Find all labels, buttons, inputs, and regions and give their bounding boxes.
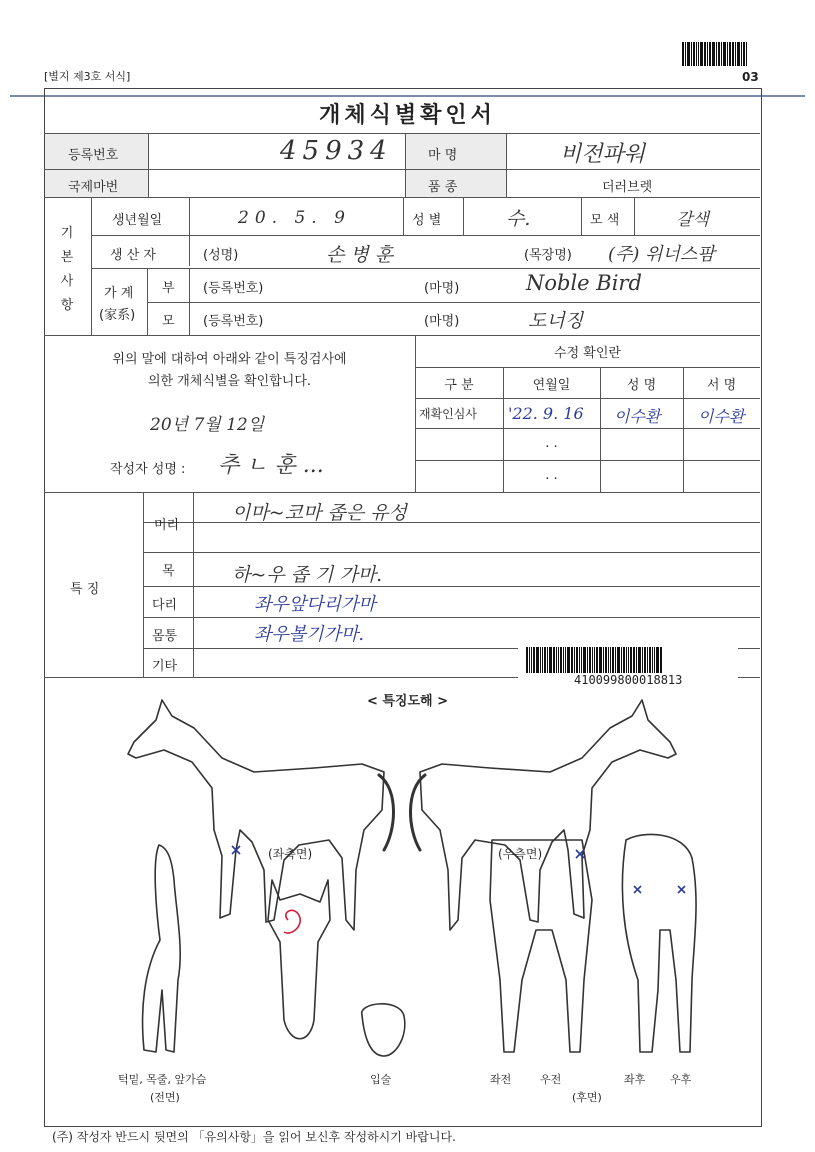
sticker-barcode xyxy=(526,647,663,673)
confirm-date: 20년 7월 12일 xyxy=(150,415,265,435)
left-side-label: (좌측면) xyxy=(268,847,313,861)
breed-label: 품 종 xyxy=(428,180,458,195)
left-tail xyxy=(379,775,394,850)
statement-line1: 위의 말에 대하여 아래와 같이 특징검사에 xyxy=(112,352,347,367)
neck-value: 하~우 좁 기 가마. xyxy=(232,564,383,586)
sire-reg-hint: (등록번호) xyxy=(203,281,264,296)
basic-section-label: 기본사항 xyxy=(60,226,74,313)
right-side-label: (우측면) xyxy=(498,847,543,861)
hind-view-outline xyxy=(490,840,592,1052)
row2-date: . . xyxy=(545,436,558,451)
form-label: [별지 제3호 서식] xyxy=(44,70,131,83)
horse-name-value: 비전파워 xyxy=(560,142,646,167)
row1-type: 재확인심사 xyxy=(419,407,477,421)
producer-name-hint: (성명) xyxy=(203,248,239,263)
confirm-section-title: 수정 확인란 xyxy=(554,346,621,361)
birth-label: 생년월일 xyxy=(112,213,163,228)
sire-value: Noble Bird xyxy=(526,271,642,295)
sex-value: 수. xyxy=(506,208,531,230)
breed-value: 더러브렛 xyxy=(602,180,653,195)
barcode-number: 410099800018813 xyxy=(574,673,683,687)
producer-label: 생 산 자 xyxy=(110,248,156,263)
etc-label: 기타 xyxy=(152,659,178,674)
sire-name-hint: (마명) xyxy=(424,281,460,296)
body-value: 좌우볼기가마. xyxy=(254,624,365,645)
rear-view-outline xyxy=(622,834,696,1052)
body-label: 몸통 xyxy=(152,629,178,644)
footer-note: (주) 작성자 반드시 뒷면의 「유의사항」을 읽어 보신후 작성하시기 바랍니다. xyxy=(52,1130,456,1144)
front-caption: 턱밑, 목줄, 앞가슴 xyxy=(118,1073,207,1086)
hind-right-label: 우후 xyxy=(670,1073,692,1086)
row1-date: '22. 9. 16 xyxy=(508,404,584,423)
dam-value: 도너징 xyxy=(528,310,584,332)
dam-name-hint: (마명) xyxy=(424,314,460,329)
reg-no-label: 등록번호 xyxy=(68,148,119,163)
col-sign: 서 명 xyxy=(706,378,737,393)
row3-date: . . xyxy=(545,468,558,483)
diagram-title: < 특징도해 > xyxy=(366,694,449,709)
page-code: 03 xyxy=(742,70,759,84)
birth-value: 20. 5. 9 xyxy=(238,208,351,228)
fore-right-label: 우전 xyxy=(540,1073,562,1086)
col-type: 구 분 xyxy=(444,378,474,393)
color-value: 갈색 xyxy=(676,210,709,230)
pedigree-label: 가 계 xyxy=(104,286,134,301)
right-side-horse xyxy=(420,700,676,930)
col-date: 연월일 xyxy=(532,378,571,393)
horse-name-label: 마 명 xyxy=(428,148,458,163)
front-view-outline xyxy=(143,845,181,1052)
mark-rear-left xyxy=(634,886,641,893)
mark-rear-right xyxy=(678,886,685,893)
intl-no-label: 국제마번 xyxy=(68,180,119,195)
neck-label: 목 xyxy=(162,564,175,579)
leg-label: 다리 xyxy=(152,598,178,613)
sex-label: 성 별 xyxy=(412,213,442,228)
left-side-horse xyxy=(128,700,384,930)
head-label: 머리 xyxy=(154,518,180,533)
pedigree-hanja: (家系) xyxy=(99,308,136,323)
fore-left-label: 좌전 xyxy=(490,1073,512,1086)
leg-value: 좌우앞다리가마 xyxy=(254,594,376,615)
author-sign: 추 ㄴ 훈 ... xyxy=(218,453,324,478)
row1-name: 이수환 xyxy=(614,407,661,426)
farm-value: (주) 위너스팜 xyxy=(608,244,715,265)
reg-no-value: 45934 xyxy=(280,136,393,166)
dam-label: 모 xyxy=(162,314,175,329)
top-barcode xyxy=(682,42,748,66)
farm-hint: (목장명) xyxy=(524,248,572,263)
statement-line2: 의한 개체식별을 확인합니다. xyxy=(147,374,312,389)
muzzle-outline xyxy=(362,1004,405,1056)
features-label: 특 징 xyxy=(70,582,100,597)
dam-reg-hint: (등록번호) xyxy=(203,314,264,329)
sire-label: 부 xyxy=(162,281,175,296)
col-name: 성 명 xyxy=(626,378,657,393)
author-label: 작성자 성명 : xyxy=(110,462,186,477)
hind-left-label: 좌후 xyxy=(624,1073,646,1086)
front-label: (전면) xyxy=(150,1091,180,1104)
color-label: 모 색 xyxy=(590,213,620,228)
right-tail xyxy=(410,775,425,850)
row1-sign: 이수환 xyxy=(698,407,745,426)
page-title: 개체식별확인서 xyxy=(319,103,496,128)
rear-label: (후면) xyxy=(572,1091,602,1104)
head-value: 이마~코마 좁은 유성 xyxy=(232,502,407,524)
muzzle-caption: 입술 xyxy=(370,1073,392,1086)
head-marking xyxy=(284,910,300,933)
producer-value: 손 병 훈 xyxy=(326,244,394,266)
horse-diagram xyxy=(44,680,760,1120)
